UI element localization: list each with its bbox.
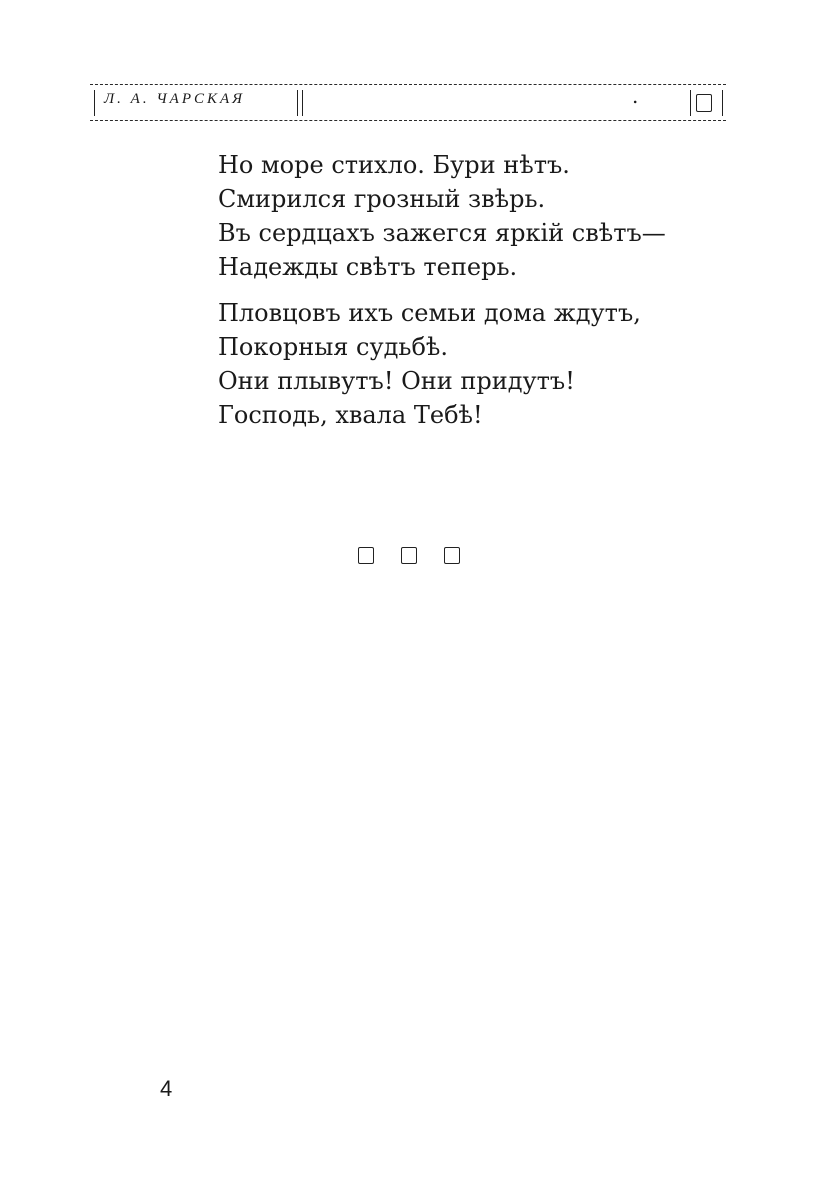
- running-title: Л. А. ЧАРСКАЯ: [104, 91, 245, 107]
- header-top-rule: [90, 84, 726, 85]
- ornament-square-icon: [401, 547, 417, 564]
- header-left-bar: [94, 90, 95, 116]
- header-double-bar-2: [302, 90, 303, 116]
- ornament-square-icon: [358, 547, 374, 564]
- header-right-inner-bar: [690, 90, 691, 116]
- stanza-1: [218, 148, 738, 284]
- header-bottom-rule: [90, 120, 726, 121]
- page-number: 4: [160, 1076, 173, 1101]
- poem-line: Господь, хвала Тебѣ!: [218, 401, 483, 429]
- poem: [218, 148, 738, 444]
- poem-line: Но море стихло. Бури нѣтъ.: [218, 151, 570, 179]
- poem-line: Смирился грозный звѣрь.: [218, 185, 546, 213]
- poem-line: Въ сердцахъ зажегся яркій свѣтъ—: [218, 219, 666, 247]
- running-header: [90, 82, 726, 124]
- header-dot-ornament: .: [632, 84, 639, 108]
- poem-line: Надежды свѣтъ теперь.: [218, 253, 518, 281]
- header-right-bar: [722, 90, 723, 116]
- end-ornament: [354, 547, 466, 567]
- header-square-ornament: [696, 94, 712, 112]
- stanza-2: [218, 296, 738, 432]
- ornament-square-icon: [444, 547, 460, 564]
- header-double-bar-1: [297, 90, 298, 116]
- poem-line: Покорныя судьбѣ.: [218, 333, 449, 361]
- poem-line: Они плывутъ! Они придутъ!: [218, 367, 575, 395]
- poem-line: Пловцовъ ихъ семьи дома ждутъ,: [218, 299, 641, 327]
